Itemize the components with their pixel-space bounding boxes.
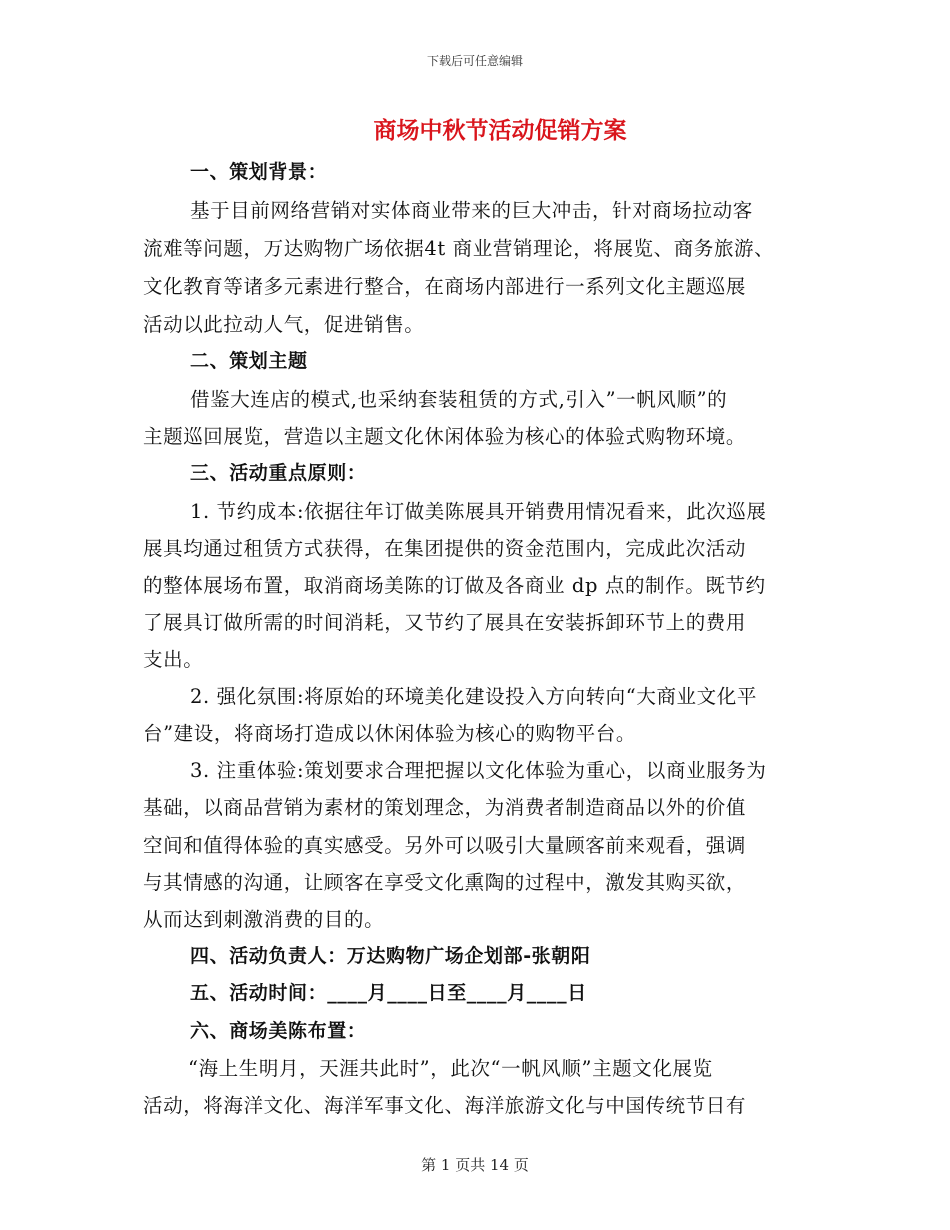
- section-heading-time: 五、活动时间：____月____日至____月____日: [190, 982, 587, 1004]
- paragraph-line: 台”建设，将商场打造成以休闲体验为核心的购物平台。: [143, 722, 636, 745]
- paragraph-line: 3. 注重体验:策划要求合理把握以文化体验为重心，以商业服务为: [190, 759, 767, 782]
- header-note: 下载后可任意编辑: [426, 54, 523, 68]
- paragraph-line: 活动以此拉动人气，促进销售。: [143, 313, 425, 336]
- paragraph-line: 与其情感的沟通，让顾客在享受文化熏陶的过程中，激发其购买欲，: [143, 871, 747, 894]
- paragraph-line: 基础，以商品营销为素材的策划理念，为消费者制造商品以外的价值: [143, 796, 747, 819]
- paragraph-line: 空间和值得体验的真实感受。另外可以吸引大量顾客前来观看，强调: [143, 834, 747, 857]
- document-title: 商场中秋节活动促销方案: [373, 117, 627, 144]
- paragraph-line: 展具均通过租赁方式获得，在集团提供的资金范围内，完成此次活动: [143, 537, 747, 560]
- page-footer: 第 1 页共 14 页: [421, 1156, 529, 1174]
- paragraph-line: “海上生明月，天涯共此时”，此次“一帆风顺”主题文化展览: [188, 1057, 713, 1080]
- paragraph-line: 了展具订做所需的时间消耗，又节约了展具在安装拆卸环节上的费用: [143, 611, 747, 634]
- section-heading-background: 一、策划背景：: [190, 161, 328, 183]
- paragraph-line: 1. 节约成本:依据往年订做美陈展具开销费用情况看来，此次巡展: [190, 500, 767, 523]
- paragraph-line: 2. 强化氛围:将原始的环境美化建设投入方向转向“大商业文化平: [190, 685, 757, 708]
- paragraph-line: 主题巡回展览，营造以主题文化休闲体验为核心的体验式购物环境。: [143, 425, 747, 448]
- paragraph-line: 文化教育等诸多元素进行整合，在商场内部进行一系列文化主题巡展: [143, 275, 747, 298]
- paragraph-line: 流难等问题，万达购物广场依据4t 商业营销理论，将展览、商务旅游、: [143, 237, 775, 260]
- paragraph-line: 借鉴大连店的模式,也采纳套装租赁的方式,引入”一帆风顺”的: [190, 388, 728, 411]
- paragraph-line: 基于目前网络营销对实体商业带来的巨大冲击，针对商场拉动客: [190, 199, 753, 222]
- section-heading-theme: 二、策划主题: [190, 350, 308, 372]
- section-heading-decoration: 六、商场美陈布置：: [190, 1020, 367, 1042]
- paragraph-line: 支出。: [143, 648, 204, 671]
- paragraph-line: 的整体展场布置，取消商场美陈的订做及各商业 dp 点的制作。既节约: [143, 574, 766, 597]
- section-heading-owner: 四、活动负责人：万达购物广场企划部-张朝阳: [190, 945, 591, 967]
- section-heading-principles: 三、活动重点原则：: [190, 462, 367, 484]
- paragraph-line: 活动，将海洋文化、海洋军事文化、海洋旅游文化与中国传统节日有: [143, 1094, 747, 1117]
- paragraph-line: 从而达到刺激消费的目的。: [143, 908, 385, 931]
